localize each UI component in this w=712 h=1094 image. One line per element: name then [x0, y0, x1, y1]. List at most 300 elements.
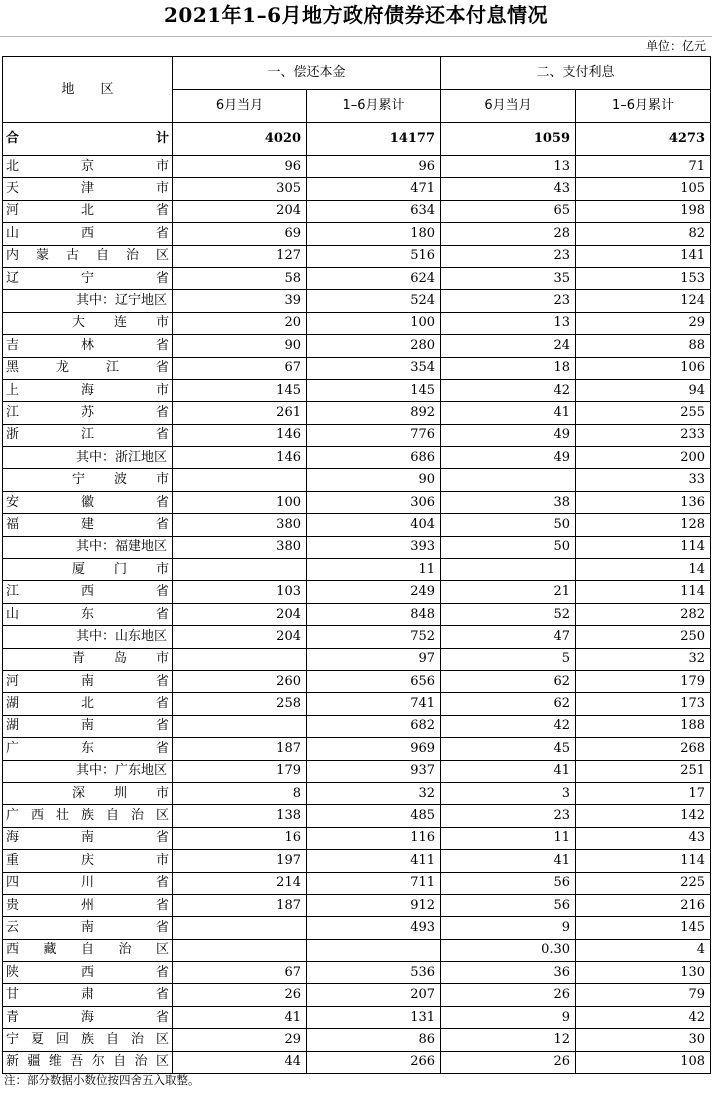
principal-cumulative-cell: 280 [307, 335, 441, 357]
interest-cumulative-cell: 173 [576, 693, 711, 715]
interest-month-cell: 12 [441, 1029, 576, 1051]
region-cell [3, 738, 173, 760]
principal-month-cell: 204 [173, 626, 307, 648]
principal-cumulative-cell: 536 [307, 962, 441, 984]
interest-cumulative-cell: 225 [576, 872, 711, 894]
region-cell [3, 626, 173, 648]
principal-month-cell: 187 [173, 894, 307, 916]
region-label: 江苏省 [6, 404, 169, 420]
region-label: 其中：广东地区 [75, 763, 167, 779]
table-row [3, 581, 711, 603]
principal-month-cell: 67 [173, 357, 307, 379]
interest-month-cell: 49 [441, 447, 576, 469]
region-label: 宁波市 [72, 472, 169, 488]
interest-month-cell: 21 [441, 581, 576, 603]
principal-cumulative-cell: 912 [307, 894, 441, 916]
interest-cumulative-cell: 105 [576, 178, 711, 200]
principal-cumulative-cell: 86 [307, 1029, 441, 1051]
document-title: 2021年1–6月地方政府债券还本付息情况 [164, 3, 548, 27]
table-row [3, 178, 711, 200]
interest-month-cell: 43 [441, 178, 576, 200]
principal-cumulative-cell: 131 [307, 1006, 441, 1028]
region-label: 吉林省 [6, 337, 169, 353]
principal-month-cell: 380 [173, 514, 307, 536]
principal-cumulative-cell: 848 [307, 603, 441, 625]
table-row [3, 626, 711, 648]
principal-month-cell [173, 559, 307, 581]
interest-month-cell: 13 [441, 312, 576, 334]
interest-month-cell: 56 [441, 872, 576, 894]
principal-month-cell: 20 [173, 312, 307, 334]
principal-month-cell: 145 [173, 379, 307, 401]
principal-month-cell: 16 [173, 827, 307, 849]
interest-cumulative-cell: 32 [576, 648, 711, 670]
interest-cumulative-cell: 188 [576, 715, 711, 737]
interest-month-cell: 13 [441, 156, 576, 178]
table-row [3, 939, 711, 961]
interest-month-cell: 28 [441, 223, 576, 245]
region-cell [3, 267, 173, 289]
region-label: 其中：浙江地区 [75, 449, 167, 465]
interest-month-cell: 26 [441, 984, 576, 1006]
interest-cumulative-cell: 124 [576, 290, 711, 312]
principal-cumulative-cell: 493 [307, 917, 441, 939]
table-row [3, 290, 711, 312]
region-label: 宁夏回族自治区 [6, 1031, 169, 1047]
interest-cumulative-cell: 29 [576, 312, 711, 334]
region-label: 湖南省 [6, 718, 169, 734]
interest-cumulative-cell: 79 [576, 984, 711, 1006]
table-row [3, 447, 711, 469]
principal-month-cell: 261 [173, 402, 307, 424]
table-row [3, 335, 711, 357]
region-cell [3, 379, 173, 401]
interest-cumulative-cell: 250 [576, 626, 711, 648]
region-cell [3, 872, 173, 894]
region-label: 甘肃省 [6, 987, 169, 1003]
principal-cumulative-cell: 624 [307, 267, 441, 289]
interest-month-cell: 50 [441, 536, 576, 558]
region-cell [3, 424, 173, 446]
principal-cumulative-cell: 892 [307, 402, 441, 424]
total-principal-cumulative: 14177 [307, 123, 441, 156]
principal-month-cell: 44 [173, 1051, 307, 1073]
interest-month-cell: 42 [441, 715, 576, 737]
principal-cumulative-cell: 207 [307, 984, 441, 1006]
principal-month-cell [173, 939, 307, 961]
principal-month-cell: 103 [173, 581, 307, 603]
principal-header: 一、偿还本金 [173, 57, 441, 90]
interest-cumulative-cell: 198 [576, 200, 711, 222]
principal-cumulative-cell: 686 [307, 447, 441, 469]
principal-month-cell: 127 [173, 245, 307, 267]
interest-month-cell: 41 [441, 402, 576, 424]
interest-cumulative-cell: 255 [576, 402, 711, 424]
region-label: 深圳市 [72, 785, 169, 801]
region-cell [3, 1029, 173, 1051]
interest-cumulative-cell: 106 [576, 357, 711, 379]
region-cell [3, 536, 173, 558]
principal-cumulative-cell: 97 [307, 648, 441, 670]
region-cell [3, 290, 173, 312]
principal-cumulative-cell: 11 [307, 559, 441, 581]
region-label: 黑龙江省 [6, 360, 169, 376]
region-label: 海南省 [6, 830, 169, 846]
region-label: 其中：山东地区 [75, 628, 167, 644]
table-row [3, 156, 711, 178]
table-row [3, 872, 711, 894]
principal-cumulative-cell: 100 [307, 312, 441, 334]
table-row [3, 850, 711, 872]
interest-month-cell: 65 [441, 200, 576, 222]
table-row [3, 200, 711, 222]
region-cell [3, 984, 173, 1006]
region-label: 北京市 [6, 158, 169, 174]
region-cell [3, 335, 173, 357]
region-cell [3, 178, 173, 200]
interest-month-cell: 23 [441, 805, 576, 827]
principal-month-cell [173, 648, 307, 670]
interest-month-cell: 9 [441, 917, 576, 939]
interest-cumulative-cell: 268 [576, 738, 711, 760]
region-cell [3, 827, 173, 849]
interest-cumulative-cell: 43 [576, 827, 711, 849]
interest-cumulative-cell: 251 [576, 760, 711, 782]
principal-month-cell: 197 [173, 850, 307, 872]
table-row [3, 715, 711, 737]
interest-cumulative-header: 1–6月累计 [576, 90, 711, 123]
region-label: 云南省 [6, 919, 169, 935]
interest-month-cell: 47 [441, 626, 576, 648]
interest-month-cell: 11 [441, 827, 576, 849]
table-row [3, 357, 711, 379]
interest-month-cell: 45 [441, 738, 576, 760]
total-label-cell [3, 123, 173, 156]
region-cell [3, 357, 173, 379]
region-label: 河南省 [6, 673, 169, 689]
principal-month-cell [173, 917, 307, 939]
region-label: 内蒙古自治区 [6, 248, 169, 264]
region-label: 其中：辽宁地区 [75, 293, 167, 309]
table-row [3, 917, 711, 939]
interest-month-cell: 23 [441, 290, 576, 312]
interest-month-cell [441, 559, 576, 581]
region-cell [3, 156, 173, 178]
region-cell [3, 469, 173, 491]
interest-cumulative-cell: 130 [576, 962, 711, 984]
region-label: 广东省 [6, 740, 169, 756]
principal-cumulative-cell [307, 939, 441, 961]
interest-cumulative-cell: 153 [576, 267, 711, 289]
region-cell [3, 200, 173, 222]
principal-month-cell: 58 [173, 267, 307, 289]
interest-month-cell: 42 [441, 379, 576, 401]
principal-cumulative-cell: 180 [307, 223, 441, 245]
interest-month-cell: 50 [441, 514, 576, 536]
region-cell [3, 648, 173, 670]
interest-month-cell: 52 [441, 603, 576, 625]
interest-cumulative-cell: 179 [576, 670, 711, 692]
table-row [3, 894, 711, 916]
table-row [3, 670, 711, 692]
table-row [3, 648, 711, 670]
principal-month-cell: 8 [173, 782, 307, 804]
table-row [3, 738, 711, 760]
region-label: 西藏自治区 [6, 942, 169, 958]
principal-cumulative-cell: 96 [307, 156, 441, 178]
principal-cumulative-header: 1–6月累计 [307, 90, 441, 123]
region-label: 天津市 [6, 181, 169, 197]
interest-month-cell: 5 [441, 648, 576, 670]
region-label: 青海省 [6, 1009, 169, 1025]
region-label: 陕西省 [6, 964, 169, 980]
region-cell [3, 312, 173, 334]
table-row [3, 984, 711, 1006]
interest-month-cell: 24 [441, 335, 576, 357]
interest-month-cell [441, 469, 576, 491]
principal-month-cell: 214 [173, 872, 307, 894]
principal-month-cell: 90 [173, 335, 307, 357]
principal-cumulative-cell: 145 [307, 379, 441, 401]
table-row [3, 402, 711, 424]
principal-month-cell: 258 [173, 693, 307, 715]
interest-month-cell: 35 [441, 267, 576, 289]
principal-cumulative-cell: 471 [307, 178, 441, 200]
interest-cumulative-cell: 17 [576, 782, 711, 804]
interest-cumulative-cell: 14 [576, 559, 711, 581]
table-row [3, 312, 711, 334]
region-cell [3, 223, 173, 245]
table-row [3, 1006, 711, 1028]
interest-cumulative-cell: 282 [576, 603, 711, 625]
principal-month-cell: 204 [173, 200, 307, 222]
principal-month-cell: 179 [173, 760, 307, 782]
table-row [3, 223, 711, 245]
interest-month-cell: 0.30 [441, 939, 576, 961]
principal-cumulative-cell: 656 [307, 670, 441, 692]
interest-cumulative-cell: 82 [576, 223, 711, 245]
table-row [3, 536, 711, 558]
interest-cumulative-cell: 71 [576, 156, 711, 178]
principal-cumulative-cell: 249 [307, 581, 441, 603]
region-label: 大连市 [72, 315, 169, 331]
region-label: 江西省 [6, 584, 169, 600]
principal-cumulative-cell: 116 [307, 827, 441, 849]
interest-month-cell: 18 [441, 357, 576, 379]
region-cell [3, 917, 173, 939]
region-label: 上海市 [6, 382, 169, 398]
principal-cumulative-cell: 776 [307, 424, 441, 446]
principal-cumulative-cell: 266 [307, 1051, 441, 1073]
principal-month-cell: 69 [173, 223, 307, 245]
interest-month-cell: 56 [441, 894, 576, 916]
region-cell [3, 1051, 173, 1073]
total-principal-month: 4020 [173, 123, 307, 156]
principal-cumulative-cell: 485 [307, 805, 441, 827]
principal-cumulative-cell: 306 [307, 491, 441, 513]
interest-cumulative-cell: 114 [576, 850, 711, 872]
principal-month-cell: 204 [173, 603, 307, 625]
principal-month-cell: 39 [173, 290, 307, 312]
principal-cumulative-cell: 354 [307, 357, 441, 379]
principal-cumulative-cell: 524 [307, 290, 441, 312]
interest-cumulative-cell: 108 [576, 1051, 711, 1073]
principal-cumulative-cell: 752 [307, 626, 441, 648]
interest-cumulative-cell: 4 [576, 939, 711, 961]
interest-cumulative-cell: 216 [576, 894, 711, 916]
region-cell [3, 245, 173, 267]
region-cell [3, 402, 173, 424]
principal-cumulative-cell: 937 [307, 760, 441, 782]
region-label: 贵州省 [6, 897, 169, 913]
region-label: 青岛市 [72, 651, 169, 667]
principal-cumulative-cell: 741 [307, 693, 441, 715]
region-label: 山西省 [6, 225, 169, 241]
principal-cumulative-cell: 711 [307, 872, 441, 894]
region-label: 厦门市 [72, 561, 169, 577]
region-label: 辽宁省 [6, 270, 169, 286]
principal-month-cell: 96 [173, 156, 307, 178]
principal-month-cell: 26 [173, 984, 307, 1006]
region-label: 广西壮族自治区 [6, 808, 169, 824]
region-label: 新疆维吾尔自治区 [6, 1054, 169, 1070]
region-label: 安徽省 [6, 494, 169, 510]
region-label: 湖北省 [6, 696, 169, 712]
interest-cumulative-cell: 33 [576, 469, 711, 491]
principal-month-cell: 380 [173, 536, 307, 558]
interest-month-cell: 38 [441, 491, 576, 513]
principal-month-cell: 146 [173, 447, 307, 469]
region-cell [3, 603, 173, 625]
interest-cumulative-cell: 136 [576, 491, 711, 513]
interest-month-cell: 26 [441, 1051, 576, 1073]
principal-month-cell: 305 [173, 178, 307, 200]
interest-cumulative-cell: 94 [576, 379, 711, 401]
interest-cumulative-cell: 88 [576, 335, 711, 357]
table-row [3, 559, 711, 581]
table-row [3, 760, 711, 782]
principal-cumulative-cell: 969 [307, 738, 441, 760]
region-cell [3, 939, 173, 961]
principal-cumulative-cell: 634 [307, 200, 441, 222]
principal-cumulative-cell: 32 [307, 782, 441, 804]
region-label: 其中：福建地区 [75, 539, 167, 555]
region-label: 福建省 [6, 516, 169, 532]
total-interest-month: 1059 [441, 123, 576, 156]
interest-cumulative-cell: 233 [576, 424, 711, 446]
footnote: 注：部分数据小数位按四舍五入取整。 [4, 1073, 200, 1087]
table-row [3, 782, 711, 804]
interest-cumulative-cell: 30 [576, 1029, 711, 1051]
region-label: 浙江省 [6, 427, 169, 443]
principal-month-cell: 41 [173, 1006, 307, 1028]
interest-month-cell: 23 [441, 245, 576, 267]
interest-cumulative-cell: 42 [576, 1006, 711, 1028]
table-row [3, 267, 711, 289]
table-row [3, 962, 711, 984]
table-row [3, 805, 711, 827]
region-cell [3, 962, 173, 984]
interest-month-cell: 41 [441, 760, 576, 782]
interest-cumulative-cell: 145 [576, 917, 711, 939]
principal-month-header: 6月当月 [173, 90, 307, 123]
principal-month-cell: 67 [173, 962, 307, 984]
region-cell [3, 782, 173, 804]
interest-cumulative-cell: 141 [576, 245, 711, 267]
interest-month-header: 6月当月 [441, 90, 576, 123]
principal-month-cell [173, 469, 307, 491]
region-cell [3, 850, 173, 872]
region-cell [3, 514, 173, 536]
principal-cumulative-cell: 682 [307, 715, 441, 737]
region-cell [3, 491, 173, 513]
interest-month-cell: 62 [441, 693, 576, 715]
interest-cumulative-cell: 142 [576, 805, 711, 827]
principal-month-cell: 29 [173, 1029, 307, 1051]
principal-cumulative-cell: 404 [307, 514, 441, 536]
interest-cumulative-cell: 114 [576, 581, 711, 603]
region-label: 河北省 [6, 203, 169, 219]
table-row [3, 514, 711, 536]
interest-cumulative-cell: 114 [576, 536, 711, 558]
interest-month-cell: 49 [441, 424, 576, 446]
debt-repayment-table [2, 56, 711, 1074]
principal-cumulative-cell: 411 [307, 850, 441, 872]
region-cell [3, 805, 173, 827]
unit-label: 单位：亿元 [645, 39, 706, 53]
region-cell [3, 581, 173, 603]
table-row [3, 379, 711, 401]
region-cell [3, 760, 173, 782]
interest-month-cell: 41 [441, 850, 576, 872]
region-cell [3, 693, 173, 715]
interest-month-cell: 3 [441, 782, 576, 804]
region-cell [3, 447, 173, 469]
table-row [3, 693, 711, 715]
principal-month-cell: 187 [173, 738, 307, 760]
interest-month-cell: 9 [441, 1006, 576, 1028]
region-header: 地 区 [3, 57, 173, 123]
principal-month-cell: 100 [173, 491, 307, 513]
principal-cumulative-cell: 516 [307, 245, 441, 267]
table-row [3, 603, 711, 625]
table-row [3, 424, 711, 446]
region-cell [3, 894, 173, 916]
interest-cumulative-cell: 128 [576, 514, 711, 536]
table-row [3, 469, 711, 491]
principal-month-cell: 146 [173, 424, 307, 446]
header-row-1 [3, 57, 711, 90]
table-row [3, 245, 711, 267]
principal-cumulative-cell: 90 [307, 469, 441, 491]
table-row [3, 827, 711, 849]
total-row [3, 123, 711, 156]
region-label: 四川省 [6, 875, 169, 891]
table-row [3, 491, 711, 513]
region-cell [3, 715, 173, 737]
total-label: 合计 [6, 131, 169, 146]
table-row [3, 1051, 711, 1073]
region-cell [3, 1006, 173, 1028]
interest-cumulative-cell: 200 [576, 447, 711, 469]
region-cell [3, 670, 173, 692]
total-interest-cumulative: 4273 [576, 123, 711, 156]
region-label: 山东省 [6, 606, 169, 622]
interest-month-cell: 62 [441, 670, 576, 692]
principal-month-cell: 260 [173, 670, 307, 692]
region-cell [3, 559, 173, 581]
principal-month-cell: 138 [173, 805, 307, 827]
